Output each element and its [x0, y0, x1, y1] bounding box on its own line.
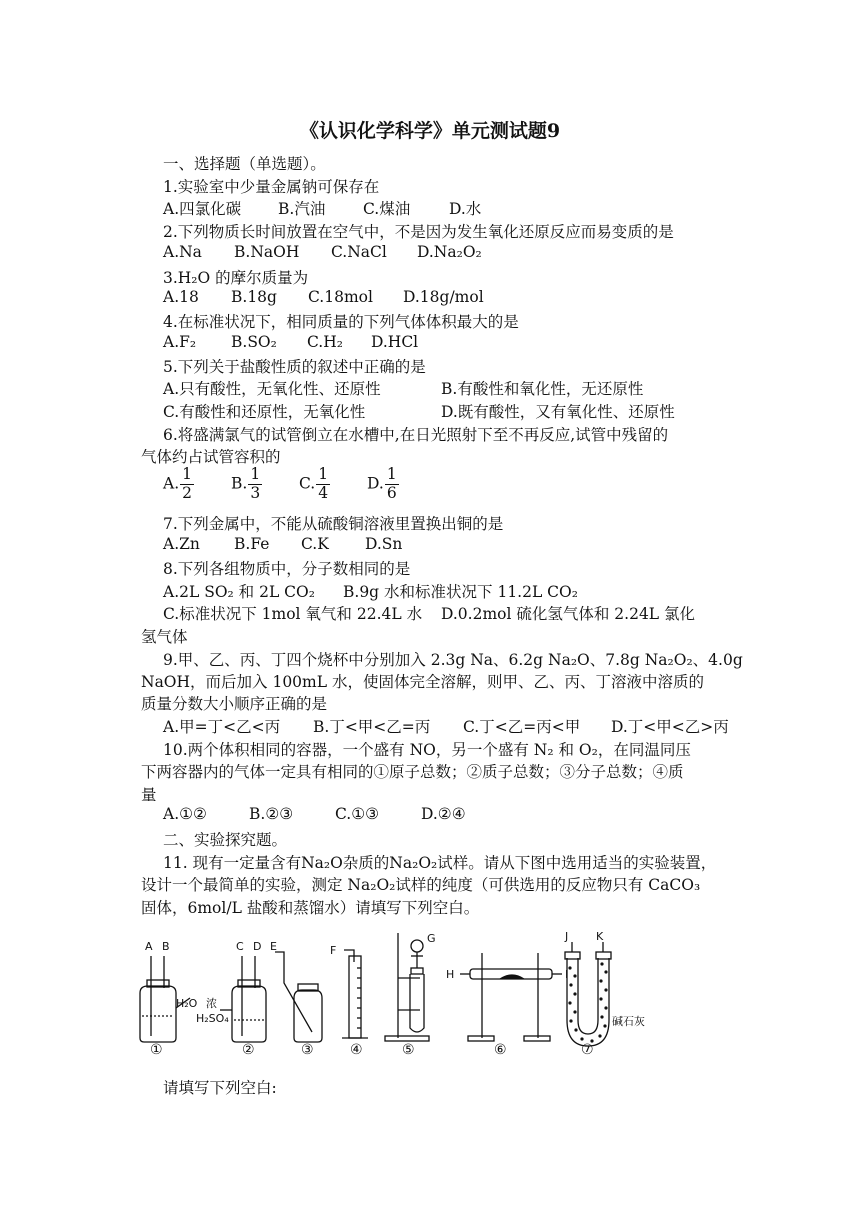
question-5-stem: 5.下列关于盐酸性质的叙述中正确的是 — [163, 358, 426, 376]
question-4-stem: 4.在标准状况下，相同质量的下列气体体积最大的是 — [163, 313, 519, 331]
label-d: D — [253, 940, 262, 953]
question-10-line3: 量 — [141, 786, 157, 804]
q10-option-c: C.①③ — [335, 805, 380, 823]
question-9-options — [163, 715, 729, 737]
q4-option-c: C.H₂ — [307, 333, 343, 351]
label-g: G — [427, 932, 436, 945]
question-3-options — [163, 288, 484, 306]
label-soda-lime: 碱石灰 — [612, 1015, 645, 1028]
apparatus-3-bottle — [275, 952, 322, 1042]
q8-option-d: D.0.2mol 硫化氢气体和 2.24L 氯化 — [441, 605, 696, 623]
fraction-one-quarter: $\frac{1}{4}$ — [318, 465, 329, 502]
question-11-line3: 固体，6mol/L 盐酸和蒸馏水）请填写下列空白。 — [141, 899, 480, 917]
q10-option-d: D.②④ — [421, 805, 466, 823]
label-j: J — [565, 930, 569, 943]
section-heading-choice: 一、选择题（单选题）。 — [163, 155, 326, 173]
question-10-options — [163, 805, 466, 823]
q6-option-d: D. $\frac{1}{6}$ — [367, 465, 397, 502]
fraction-one-sixth: $\frac{1}{6}$ — [386, 465, 397, 502]
q9-option-a: A.甲=丁<乙<丙 — [163, 718, 281, 736]
question-7-stem: 7.下列金属中，不能从硫酸铜溶液里置换出铜的是 — [163, 515, 504, 533]
q7-option-a: A.Zn — [163, 535, 200, 553]
q2-option-c: C.NaCl — [331, 243, 387, 261]
question-3-stem: 3.H₂O 的摩尔质量为 — [163, 269, 309, 287]
q7-option-c: C.K — [301, 535, 329, 553]
fraction-one-third: $\frac{1}{3}$ — [250, 465, 261, 502]
question-6-options — [163, 466, 399, 503]
apparatus-2-wash-bottle — [220, 956, 266, 1042]
question-9-line3: 质量分数大小顺序正确的是 — [141, 695, 328, 713]
question-2-stem: 2.下列物质长时间放置在空气中，不是因为发生氧化还原反应而易变质的是 — [163, 223, 674, 241]
label-a: A — [145, 940, 153, 953]
question-4-options — [163, 333, 418, 351]
question-9-line2: NaOH，而后加入 100mL 水，使固体完全溶解，则甲、乙、丙、丁溶液中溶质的 — [141, 673, 704, 691]
q7-option-d: D.Sn — [365, 535, 403, 553]
q4-option-a: A.F₂ — [163, 333, 197, 351]
q5-option-d: D.既有酸性，又有氧化性、还原性 — [441, 403, 675, 421]
q9-option-d: D.丁<甲<乙>丙 — [611, 718, 729, 736]
question-11-line2: 设计一个最简单的实验，测定 Na₂O₂试样的纯度（可供选用的反应物只有 CaCO₃ — [141, 876, 701, 894]
question-10-line2: 下两容器内的气体一定具有相同的①原子总数；②质子总数；③分子总数；④质 — [141, 763, 684, 781]
apparatus-6-combustion-tube — [460, 953, 562, 1041]
label-sulfuric-acid: H₂SO₄ — [196, 1012, 229, 1025]
q6-option-b: B. $\frac{1}{3}$ — [231, 465, 261, 502]
q2-option-d: D.Na₂O₂ — [417, 243, 482, 261]
question-8-stem: 8.下列各组物质中，分子数相同的是 — [163, 560, 411, 578]
label-k: K — [596, 930, 604, 943]
apparatus-number-6: ⑥ — [494, 1042, 507, 1058]
section-heading-experiment: 二、实验探究题。 — [163, 831, 288, 849]
label-concentrated: 浓 — [206, 997, 217, 1010]
question-6-stem-line1: 6.将盛满氯气的试管倒立在水槽中,在日光照射下至不再反应,试管中残留的 — [163, 426, 669, 444]
apparatus-5-dropping-funnel-stand — [385, 933, 429, 1041]
apparatus-number-3: ③ — [301, 1042, 314, 1058]
soda-lime-granules — [568, 962, 607, 1042]
q5-option-a: A.只有酸性，无氧化性、还原性 — [163, 380, 381, 398]
question-2-options — [163, 243, 482, 261]
q3-option-d: D.18g/mol — [403, 288, 484, 306]
q8-option-b: B.9g 水和标准状况下 11.2L CO₂ — [343, 583, 578, 601]
q9-option-c: C.丁<乙=丙<甲 — [463, 718, 581, 736]
q3-option-c: C.18mol — [308, 288, 373, 306]
question-7-options — [163, 535, 402, 553]
question-9-line1: 9.甲、乙、丙、丁四个烧杯中分别加入 2.3g Na、6.2g Na₂O、7.8g Na₂O₂、4.0g — [163, 651, 743, 669]
fill-in-prompt: 请填写下列空白: — [163, 1079, 277, 1097]
apparatus-number-5: ⑤ — [402, 1042, 415, 1058]
q3-option-a: A.18 — [163, 288, 199, 306]
apparatus-figure — [130, 928, 670, 1058]
apparatus-number-1: ① — [150, 1042, 163, 1058]
label-c: C — [236, 940, 244, 953]
question-1-stem: 1.实验室中少量金属钠可保存在 — [163, 178, 380, 196]
question-8-continuation: 氢气体 — [141, 628, 188, 646]
apparatus-4-graduated-cylinder — [342, 950, 368, 1038]
label-h: H — [446, 968, 455, 981]
apparatus-number-2: ② — [242, 1042, 255, 1058]
q6-option-a: A. $\frac{1}{2}$ — [163, 465, 192, 502]
q1-option-c: C.煤油 — [363, 200, 411, 218]
question-8-options-row2 — [163, 602, 695, 624]
question-6-stem-line2: 气体约占试管容积的 — [141, 448, 281, 466]
question-1-options — [163, 197, 481, 219]
q9-option-b: B.丁<甲<乙=丙 — [313, 718, 431, 736]
label-f: F — [330, 944, 337, 957]
label-b: B — [162, 940, 170, 953]
apparatus-number-4: ④ — [350, 1042, 363, 1058]
page-title: 《认识化学科学》单元测试题9 — [299, 120, 561, 142]
q6-option-c: C. $\frac{1}{4}$ — [299, 465, 329, 502]
q1-option-a: A.四氯化碳 — [163, 200, 242, 218]
q7-option-b: B.Fe — [234, 535, 270, 553]
label-e: E — [270, 940, 277, 953]
q1-option-b: B.汽油 — [278, 200, 326, 218]
q4-option-b: B.SO₂ — [231, 333, 277, 351]
question-8-options-row1 — [163, 580, 578, 602]
label-water: H₂O — [176, 997, 198, 1010]
q8-option-c: C.标准状况下 1mol 氧气和 22.4L 水 — [163, 605, 423, 623]
q8-option-a: A.2L SO₂ 和 2L CO₂ — [163, 583, 315, 601]
q1-option-d: D.水 — [449, 200, 482, 218]
question-5-options-row1 — [163, 377, 643, 399]
q2-option-a: A.Na — [163, 243, 202, 261]
apparatus-number-7: ⑦ — [581, 1042, 594, 1058]
question-11-line1: 11. 现有一定量含有Na₂O杂质的Na₂O₂试样。请从下图中选用适当的实验装置， — [163, 854, 717, 872]
question-10-line1: 10.两个体积相同的容器，一个盛有 NO，另一个盛有 N₂ 和 O₂，在同温同压 — [163, 741, 691, 759]
q4-option-d: D.HCl — [371, 333, 419, 351]
q5-option-c: C.有酸性和还原性，无氧化性 — [163, 403, 366, 421]
apparatus-7-u-tube — [565, 942, 611, 1046]
q2-option-b: B.NaOH — [234, 243, 300, 261]
question-5-options-row2 — [163, 400, 675, 422]
fraction-one-half: $\frac{1}{2}$ — [182, 465, 192, 502]
q10-option-b: B.②③ — [249, 805, 294, 823]
q5-option-b: B.有酸性和氧化性，无还原性 — [441, 380, 644, 398]
q10-option-a: A.①② — [163, 805, 207, 823]
q3-option-b: B.18g — [231, 288, 277, 306]
label-i: I — [565, 968, 569, 981]
